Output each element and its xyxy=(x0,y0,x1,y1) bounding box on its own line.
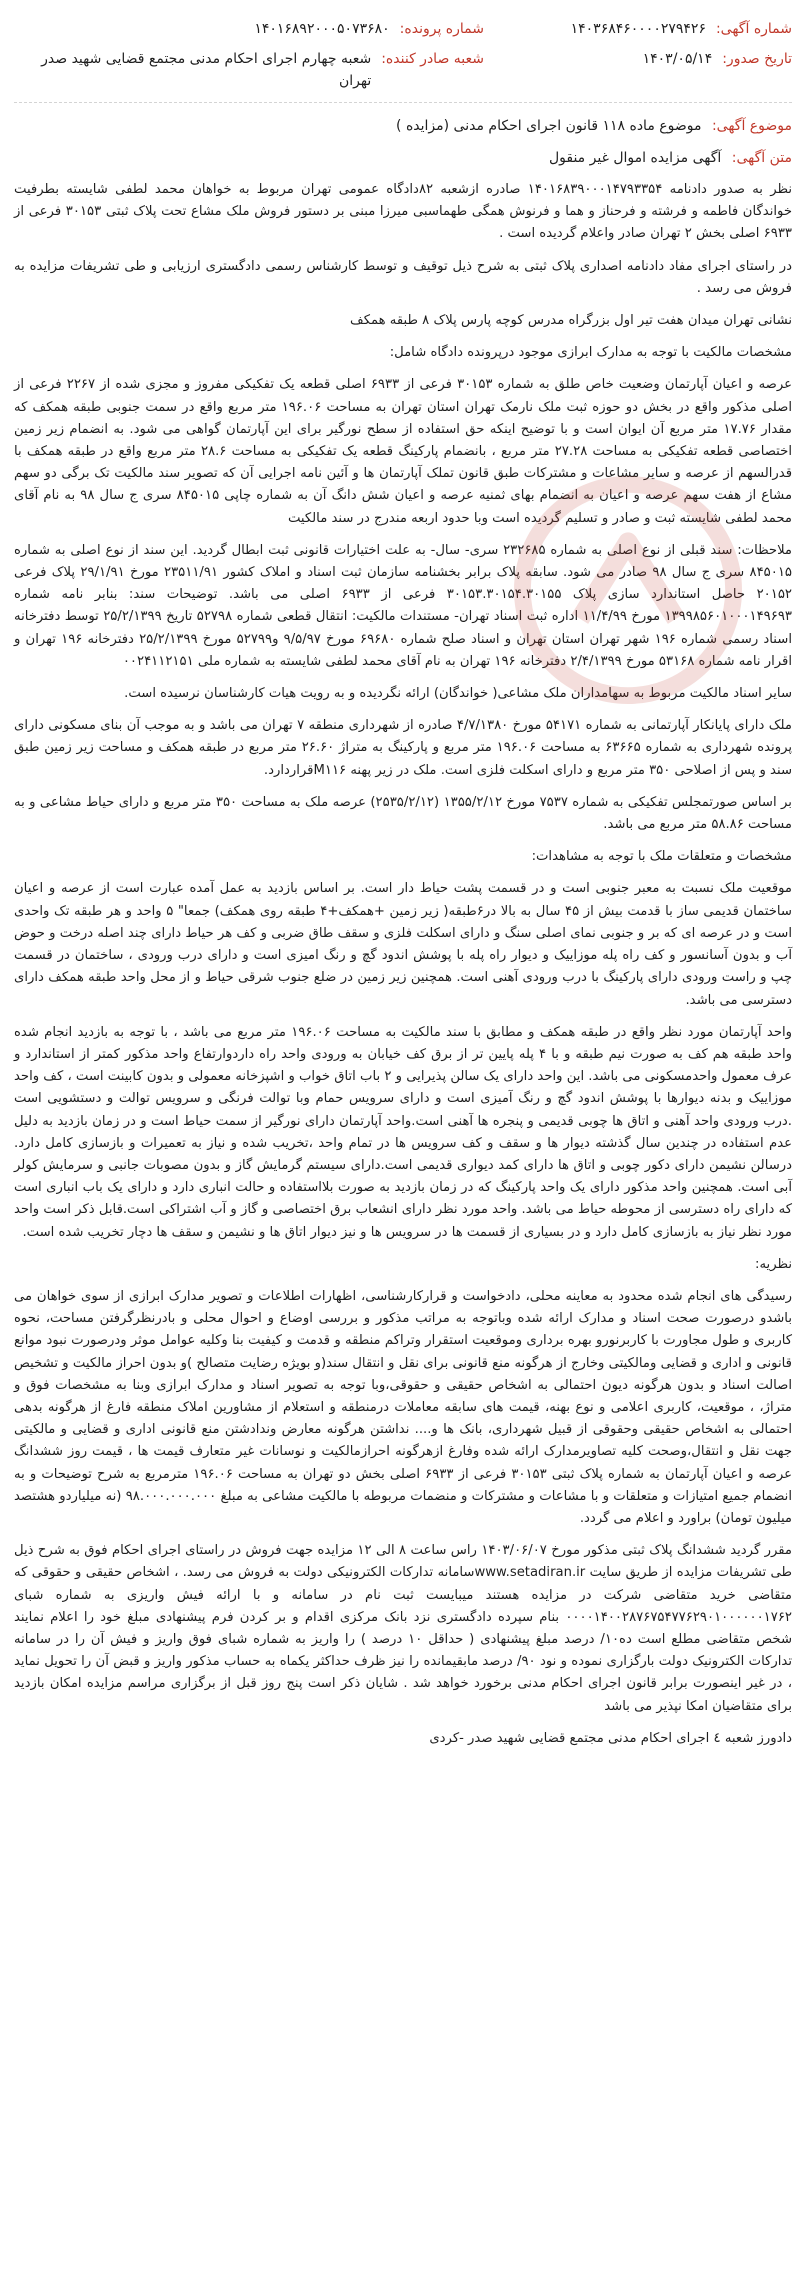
ad-number-field xyxy=(532,18,792,40)
ad-number-value: ۱۴۰۳۶۸۴۶۰۰۰۰۲۷۹۴۲۶ xyxy=(570,21,706,37)
paragraph-remarks: ملاحظات: سند قبلی از نوع اصلی به شماره ۲۳۲۶۸۵ سری- سال- به علت اختیارات قانونی ثبت ابطال گردید. این سند از نوع اصلی به شماره ۸۴۵۰۱۵ سری ج سال ۹۸ صادر می شود. سابقه پلاک برابر بخشنامه سازمان ثبت اسناد و املاک کشور ۲۳۵۱۱/۹۱ مورخ ۲۹/۱/۹۱ پلاک فرعی ۲۰۱۵۲ حاصل استاندارد سازی پلاک ۳۰۱۵۳.۳۰۱۵۴.۳۰۱۵۵ فرعی از ۶۹۳۳ اصلی می باشد. توضیحات سند: بنابر نامه شماره ۱۳۹۹۸۵۶۰۱۰۰۰۱۴۹۶۹۳ مورخ ۱۱/۴/۹۹ اداره ثبت اسناد تهران- مستندات مالکیت: انتقال قطعی شماره ۵۲۷۹۸ تاریخ ۲۵/۲/۱۳۹۹ توسط دفترخانه اسناد رسمی شماره ۱۹۶ شهر تهران استان تهران و اسناد صلح شماره ۶۹۶۸۰ مورخ ۹/۵/۹۷ و۵۲۷۹۹ مورخ ۲۵/۲/۱۳۹۹ دفترخانه ۱۹۶ تهران و اقرار نامه شماره ۵۳۱۶۸ مورخ ۲/۴/۱۳۹۹ دفترخانه ۱۹۶ تهران به نام آقای محمد لطفی شایسته به شماره ملی ۰۰۲۴۱۱۲۱۵۱ xyxy=(14,542,792,669)
paragraph-opinion-heading: نظریه: xyxy=(755,1256,792,1272)
header-row-2 xyxy=(14,48,792,92)
notice-title: آگهی مزایده اموال غیر منقول xyxy=(548,150,722,166)
notice-body xyxy=(14,179,792,1750)
paragraph-building-description: موقعیت ملک نسبت به معبر جنوبی است و در قسمت پشت حیاط دار است. بر اساس بازدید به عمل آمده عبارت است از عرصه و اعیان ساختمان قدیمی ساز با قدمت بیش از ۴۵ سال به بالا در۶طبقه( زیر زمین +همکف+۴ طبقه روی همکف) جمعا" ۵ واحد و هر طبقه تک واحدی است و در عرصه ای که بر و جنوبی نمای اصلی سنگ و دارای اسکلت فلزی و سقف طاق ضربی و کف هر حیاط دارای چند اصله درخت و حوض آب و بدون آسانسور و کف راه پله موزاییک و دیوار راه پله با پوشش اندود گچ و رنگ امیزی است و دارای درب ورودی ، ساختمان در قسمت چپ و راست ورودی دارای پارکینگ با درب ورودی آهنی است. همچنین زیر زمین در ضلع جنوب شرقی حیاط و از محل واحد طبقه همکف دارای دسترسی می باشد. xyxy=(14,881,792,1008)
paragraph-valuation: رسیدگی های انجام شده محدود به معاینه محلی، دادخواست و قرارکارشناسی، اظهارات اطلاعات و تصویر مدارک ابرازی از سوی خواهان می باشدو درصورت صحت اسناد و مدارک ارائه شده وباتوجه به مراتب مذکور و بررسی اوضاع و احوال محلی و بادرنظرگرفتن مساحت، نحوه کاربری و طول مجاورت با کاربرنورو بهره برداری وموقعیت استقرار وتراکم منطقه و قدمت و کیفیت بنا وکلیه عوامل موثر ودرصورت نبود موانع قانونی و اداری و قضایی ومالکیتی وخارج از هرگونه منع قانونی برای نقل و انتقال سند(و بویژه رضایت متصالح )و بدون احراز مالکیت و تشخیص اصالت اسناد و بدون هرگونه دیون احتمالی به اشخاص حقیقی و حقوقی،وبا توجه به تصویر اسناد و مدارک ابرازی وبنا به مشخصات فوق و متراژ، ، موقعیت، کاربری اعلامی و نوع بهنه، قیمت های سابقه معاملات درمنطقه و استعلام از مشاورین املاک منطقه فارغ از هرگونه بدهی احتمالی به اشخاص حقیقی وحقوقی از قبیل شهرداری، بانک ها و.... نداشتن هرگونه معارض وندادشتن منع قانونی اداری و قضایی و مالکیتی جهت نقل و انتقال،وصحت کلیه تصاویرمدارک ارائه شده وفارغ ازهرگونه احرازمالکیت و نوسانات غیر متعارف قیمت ها ، قیمت روز ششدانگ عرصه و اعیان آپارتمان به شماره پلاک ثبتی ۳۰۱۵۳ فرعی از ۶۹۳۳ اصلی بخش دو تهران به مساحت ۱۹۶.۰۶ مترمربع به شرح توضیحات و به انضمام جمیع امتیازات و متعلقات و با مشاعات و مشترکات و منضمات مربوطه با مالکیت مشاعی به مبلغ ۹۸.۰۰۰.۰۰۰.۰۰۰ (نه میلیاردو هشتصد میلیون تومان) براورد و اعلام می گردد. xyxy=(14,1288,792,1526)
paragraph-observations-heading: مشخصات و متعلقات ملک با توجه به مشاهدات: xyxy=(531,849,792,865)
paragraph-ownership-details: عرصه و اعیان آپارتمان وضعیت خاص طلق به شماره ۳۰۱۵۳ فرعی از ۶۹۳۳ اصلی قطعه یک تفکیکی مفروز و مجزی شده از ۲۲۶۷ فرعی از اصلی مذکور واقع در بخش دو حوزه ثبت ملک نارمک تهران استان تهران به مساحت ۱۹۶.۰۶ متر مربع واقع در سمت جنوبی طبقه همکف که مقدار ۱۷.۷۶ متر مربع آن ایوان است و با توضیح اینکه حق استفاده از سطح نورگیر برای این آپارتمان گواهی می شود. به انضمام زیر زمین اختصاصی قطعه تفکیکی به مساحت ۲۷.۲۸ متر مربع ، بانضمام پارکینگ قطعه یک تفکیکی به مساحت ۲۸.۶ متر مربع واقع در طبقه همکف با قدرالسهم از عرصه و سایر مشاعات و مشترکات طبق قانون تملک آپارتمان ها و آئین نامه اجرایی آن که تصویر سند مالکیت تک برگی دو سهم مشاع از هفت سهم عرصه و اعیان به انضمام بهای ثمنیه عرصه و اعیان شش دانگ آن به شماره چاپی ۸۴۵۰۱۵ سری ج سال ۹۸ به نام آقای محمد لطفی شایسته ثبت و صادر و تسلیم گردیده است وبا حدود اربعه مندرج در سند مالکیت xyxy=(14,377,793,526)
paragraph-unit-description: واحد آپارتمان مورد نظر واقع در طبقه همکف و مطابق با سند مالکیت به مساحت ۱۹۶.۰۶ متر مربع می باشد ، با توجه به بازدید انجام شده واحد طبقه هم کف به صورت نیم طبقه و با ۴ پله پایین تر از برق کف خیابان به ورودی واحد راه داردوارتفاع واحد مذکور کمتر از استاندارد و عرف معمول واحدمسکونی می باشد. این واحد دارای یک سالن پذیرایی و ۲ باب اتاق خواب و اشپزخانه معمولی و بدون کابینت است ، کف واحد موزاییک و بدنه دیوارها با پوشش اندود گچ و رنگ آمیزی است و دارای سرویس حمام وبا توالت فرنگی و سرویس توالت و دستشویی است .درب ورودی واحد آهنی و اتاق ها چوبی قدیمی و پنجره ها آهنی است.واحد آپارتمان دارای نورگیر از سمت حیاط است و در زمان بازدید به دلیل عدم استفاده در چندین سال گذشته دیوار ها و سقف و کف سرویس ها در تمام واحد ،تخریب شده و نیاز به تعمیرات و بازسازی کامل دارد. درسالن نشیمن دارای دکور چوبی و اتاق ها دارای کمد دیواری قدیمی است.دارای سیستم گرمایش گاز و بدون مصوبات جانبی و سرمایش کولر آبی است. همچنین واحد مذکور دارای یک واحد پارکینگ که در زمان بازدید به صورت بلااستفاده و حالت انباری دارد و دارای یک باب انباری است که دارای راه دسترسی از محوطه حیاط می باشد. واحد مورد نظر دارای انشعاب برق اختصاصی و گاز و آب اشتراکی است.قابل ذکر است واحد مورد نظر نیاز به بازسازی کامل دارد و در بسیاری از قسمت ها در سرویس ها و نیز دیوار اتاق ها و نشیمن و سقف ها دچار تخریب شده است. xyxy=(14,1024,792,1240)
paragraph-ownership-heading: مشخصات مالکیت با توجه به مدارک ابرازی موجود درپرونده دادگاه شامل: xyxy=(389,345,792,361)
issuing-branch-value: شعبه چهارم اجرای احکام مدنی مجتمع قضایی شهید صدر تهران xyxy=(41,51,372,89)
issue-date-value: ۱۴۰۳/۰۵/۱۴ xyxy=(642,51,713,67)
paragraph-verdict: نظر به صدور دادنامه ۱۴۰۱۶۸۳۹۰۰۰۱۴۷۹۳۳۵۴ صادره ازشعبه ۸۲دادگاه عمومی تهران مربوط به خواهان محمد لطفی شایسته بطرفیت خواندگان فاطمه و فرشته و فرحناز و هما و فرنوش همگی طهماسبی میرزا مبنی بر دستور فروش ملک مشاع تحت پلاک ثبتی ۳۰۱۵۳ فرعی از ۶۹۳۳ اصلی بخش ۲ تهران صادر واعلام گردیده است . xyxy=(14,182,793,242)
paragraph-signature: دادورز شعبه ٤ اجرای احکام مدنی مجتمع قضایی شهید صدر -کردی xyxy=(429,1730,792,1746)
paragraph-auction-terms: مقرر گردید ششدانگ پلاک ثبتی مذکور مورخ ۱۴۰۳/۰۶/۰۷ راس ساعت ۸ الی ۱۲ مزایده جهت فروش در راستای اجرای احکام فوق به شرح ذیل طی تشریفات مزایده از طریق سایت www.setadiran.irسامانه تدارکات الکترونیکی دولت به فروش می رسد. ، اشخاص حقیقی و حقوقی که متقاضی خرید متقاضی شرکت در مزایده هستند میبایست ثبت نام در سامانه و با ارائه فیش واریزی به شماره شبای ۰۰۰۰۱۴۰۰۲۸۷۶۷۵۴۷۷۶۲۹۰۱۰۰۰۰۰۰۱۷۶۲ بنام سپرده دادگستری نزد بانک مرکزی اقدام و بر کردن فرم پیشنهادی مبلغ خود را اعلام نمایند شخص متقاضی مطلع است ده۱۰/ درصد مبلغ پیشنهادی ( حداقل ۱۰ درصد ) را واریز به شماره شبای فوق واریز و فیش آن را در سامانه تدارکات الکترونیک دولت بارگزاری نموده و نود ۹۰/ درصد مابقیمانده را نیز ظرف حداکثر یکماه به حساب مذکور واریز و قبض آن را تحویل نماید ، در غیر اینصورت برابر قانون اجرای احکام مدنی برخورد خواهد شد . شایان ذکر است پنج روز قبل از برگزاری مراسم مزایده امکان بازدید برای متقاضیان امکا نپذیر می باشد xyxy=(14,1543,792,1714)
notice-text-label: متن آگهی: xyxy=(731,150,792,166)
case-number-value: ۱۴۰۱۶۸۹۲۰۰۰۵۰۷۳۶۸۰ xyxy=(254,21,390,37)
header-row-1 xyxy=(14,18,792,40)
paragraph-other-documents: سایر اسناد مالکیت مربوط به سهامداران ملک مشاعی( خواندگان) ارائه نگردیده و به رویت هیات کارشناسان نرسیده است. xyxy=(124,686,792,702)
ad-number-label: شماره آگهی: xyxy=(715,21,792,37)
subject-value: موضوع ماده ۱۱۸ قانون اجرای احکام مدنی (مزایده ) xyxy=(396,118,702,134)
subject-row xyxy=(14,115,792,137)
subject-label: موضوع آگهی: xyxy=(711,118,792,134)
issue-date-label: تاریخ صدور: xyxy=(722,51,792,67)
paragraph-address: نشانی تهران میدان هفت تیر اول بزرگراه مدرس کوچه پارس پلاک ۸ طبقه همکف xyxy=(350,313,792,329)
case-number-label: شماره پرونده: xyxy=(399,21,484,37)
issuing-branch-field xyxy=(14,48,484,92)
issue-date-field xyxy=(532,48,792,70)
header-divider xyxy=(14,102,792,103)
case-number-field xyxy=(14,18,484,40)
issuing-branch-label: شعبه صادر کننده: xyxy=(381,51,484,67)
title-row xyxy=(14,147,792,169)
paragraph-execution: در راستای اجرای مفاد دادنامه اصداری پلاک ثبتی به شرح ذیل توقیف و توسط کارشناس رسمی دادگستری ارزیابی و طی تشریفات مزایده به فروش می رسد . xyxy=(14,258,792,296)
paragraph-subdivision: بر اساس صورتمجلس تفکیکی به شماره ۷۵۳۷ مورخ ۱۳۵۵/۲/۱۲ (۲۵۳۵/۲/۱۲) عرصه ملک به مساحت ۳۵۰ متر مربع و دارای حیاط مشاعی و به مساحت ۵۸.۸۶ متر مربع می باشد. xyxy=(14,794,792,833)
paragraph-completion-certificate: ملک دارای پایانکار آپارتمانی به شماره ۵۴۱۷۱ مورخ ۴/۷/۱۳۸۰ صادره از شهرداری منطقه ۷ تهران می باشد و به موجب آن بنای مسکونی دارای پرونده شهرداری به شماره ۶۳۶۶۵ به مساحت ۱۹۶.۰۶ متر مربع و پارکینگ به متراژ ۲۶.۶۰ متر مربع در طبقه همکف و مساحت زیر زمین طبق سند و پس از اصلاحی ۳۵۰ متر مربع و دارای اسکلت فلزی است. ملک در زیر پهنه M۱۱۶قراردارد. xyxy=(14,718,793,778)
